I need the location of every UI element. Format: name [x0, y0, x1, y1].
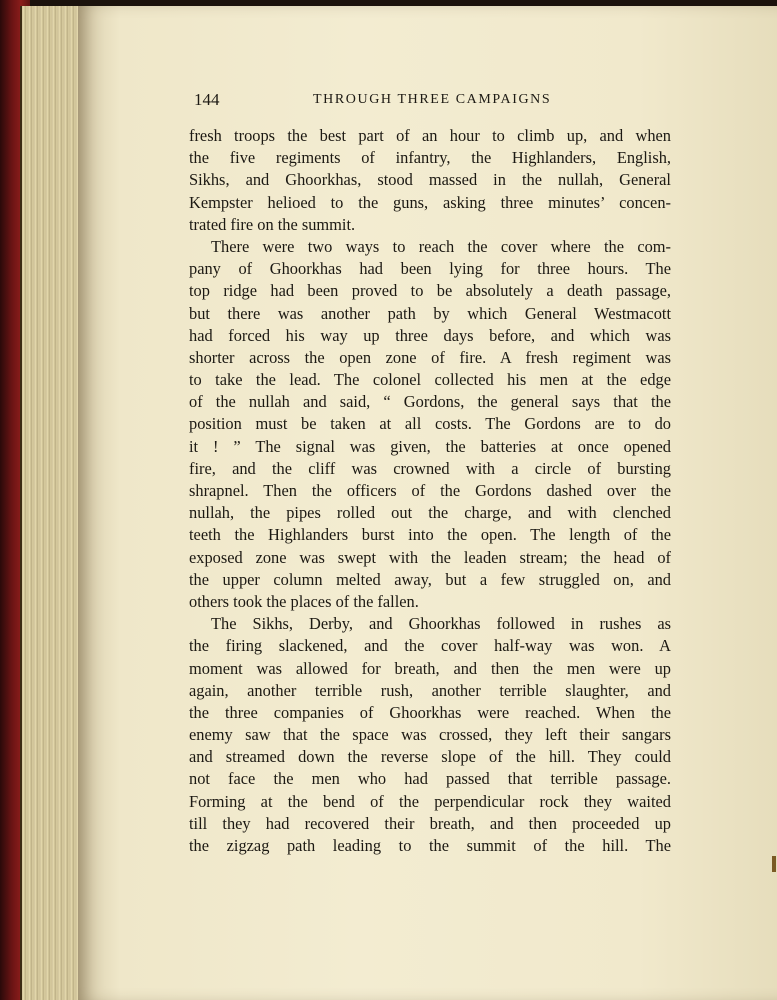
text-line: to take the lead. The colonel collected his men at the edge — [189, 370, 671, 390]
page-header — [194, 90, 672, 112]
text-line: the five regiments of infantry, the Highlanders, English, — [189, 148, 671, 168]
text-line: teeth the Highlanders burst into the open. The length of the — [189, 525, 671, 545]
text-line: of the nullah and said, “ Gordons, the general says that the — [189, 392, 671, 412]
text-line: the upper column melted away, but a few struggled on, and — [189, 569, 671, 589]
running-head: THROUGH THREE CAMPAIGNS — [313, 92, 552, 107]
text-line: fresh troops the best part of an hour to climb up, and when — [189, 126, 671, 145]
text-line: again, another terrible rush, another terrible slaughter, and — [189, 680, 671, 700]
margin-mark — [772, 856, 776, 872]
text-line: others took the places of the fallen. — [189, 591, 419, 611]
text-line: fire, and the cliff was crowned with a circle of bursting — [189, 458, 671, 478]
page-number: 144 — [194, 90, 220, 109]
text-line: the three companies of Ghoorkhas were reached. When the — [189, 702, 671, 722]
text-line: exposed zone was swept with the leaden stream; the head of — [189, 547, 671, 567]
text-line: Forming at the bend of the perpendicular rock they waited — [189, 791, 671, 811]
text-line: Sikhs, and Ghoorkhas, stood massed in the nullah, General — [189, 170, 671, 190]
text-line: had forced his way up three days before, and which was — [189, 325, 671, 345]
text-line: nullah, the pipes rolled out the charge, and with clenched — [189, 503, 671, 523]
text-line: not face the men who had passed that terrible passage. — [189, 769, 671, 789]
text-line: till they had recovered their breath, and then proceeded up — [189, 813, 671, 833]
text-line: shorter across the open zone of fire. A fresh regiment was — [189, 347, 671, 367]
text-line: and streamed down the reverse slope of the hill. They could — [189, 747, 671, 767]
text-line: but there was another path by which General Westmacott — [189, 303, 671, 323]
text-line: top ridge had been proved to be absolutely a death passage, — [189, 281, 671, 301]
text-line: trated fire on the summit. — [189, 214, 356, 234]
text-line: the zigzag path leading to the summit of the hill. The — [189, 836, 671, 855]
text-line: shrapnel. Then the officers of the Gordons dashed over the — [189, 481, 671, 500]
page-stack-edges — [20, 6, 86, 1000]
body-text — [189, 125, 671, 857]
text-line: pany of Ghoorkhas had been lying for three hours. The — [189, 259, 671, 279]
text-line: it ! ” The signal was given, the batteries at once opened — [189, 436, 671, 456]
text-line: enemy saw that the space was crossed, they left their sangars — [189, 725, 671, 745]
text-line: the firing slackened, and the cover half-way was won. A — [189, 636, 671, 656]
text-line: There were two ways to reach the cover where the com- — [211, 236, 671, 256]
text-line: position must be taken at all costs. The Gordons are to do — [189, 414, 671, 434]
text-line: Kempster helioed to the guns, asking three minutes’ concen- — [189, 192, 671, 212]
text-line: moment was allowed for breath, and then the men were up — [189, 658, 671, 678]
text-line: The Sikhs, Derby, and Ghoorkhas followed in rushes as — [211, 614, 671, 634]
